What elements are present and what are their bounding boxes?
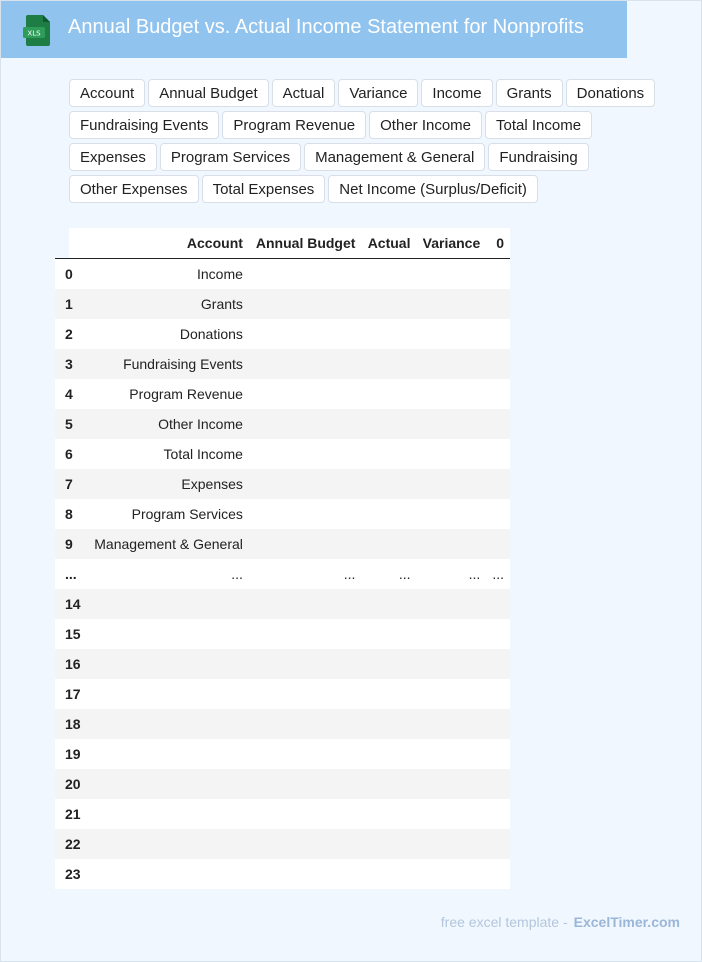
table-cell: Grants bbox=[87, 289, 249, 319]
table-cell: Fundraising Events bbox=[87, 349, 249, 379]
table-cell bbox=[416, 859, 486, 889]
table-cell bbox=[416, 499, 486, 529]
table-row bbox=[55, 259, 510, 290]
keyword-tag[interactable]: Program Revenue bbox=[222, 111, 366, 139]
table-cell bbox=[416, 679, 486, 709]
table-row bbox=[55, 439, 510, 469]
data-table-container[interactable] bbox=[65, 228, 510, 888]
table-cell bbox=[249, 829, 362, 859]
table-cell bbox=[249, 289, 362, 319]
table-cell bbox=[361, 289, 416, 319]
table-cell bbox=[361, 829, 416, 859]
table-cell bbox=[249, 319, 362, 349]
keyword-tag[interactable]: Grants bbox=[496, 79, 563, 107]
row-index-cell: 7 bbox=[55, 469, 87, 499]
table-cell bbox=[249, 379, 362, 409]
table-row bbox=[55, 499, 510, 529]
keyword-tag[interactable]: Fundraising Events bbox=[69, 111, 219, 139]
keyword-tag[interactable]: Fundraising bbox=[488, 143, 588, 171]
table-cell bbox=[249, 799, 362, 829]
table-cell bbox=[87, 799, 249, 829]
column-header-annual-budget: Annual Budget bbox=[249, 228, 362, 259]
table-cell bbox=[249, 709, 362, 739]
table-cell bbox=[486, 409, 510, 439]
table-cell bbox=[361, 499, 416, 529]
table-cell: Donations bbox=[87, 319, 249, 349]
table-cell bbox=[361, 469, 416, 499]
table-cell bbox=[361, 769, 416, 799]
row-index-cell: 20 bbox=[55, 769, 87, 799]
table-cell bbox=[361, 379, 416, 409]
table-cell bbox=[361, 799, 416, 829]
table-cell bbox=[416, 799, 486, 829]
row-index-cell: 19 bbox=[55, 739, 87, 769]
row-index-cell: 21 bbox=[55, 799, 87, 829]
table-cell: ... bbox=[87, 559, 249, 589]
row-index-cell: 17 bbox=[55, 679, 87, 709]
table-cell: Total Income bbox=[87, 439, 249, 469]
table-row bbox=[55, 799, 510, 829]
table-cell bbox=[249, 589, 362, 619]
table-cell bbox=[249, 439, 362, 469]
table-cell: Management & General bbox=[87, 529, 249, 559]
table-cell: ... bbox=[486, 559, 510, 589]
table-cell bbox=[486, 619, 510, 649]
table-row bbox=[55, 679, 510, 709]
table-cell bbox=[486, 379, 510, 409]
keyword-tag[interactable]: Variance bbox=[338, 79, 418, 107]
keyword-tag[interactable]: Other Income bbox=[369, 111, 482, 139]
column-header-variance: Variance bbox=[416, 228, 486, 259]
table-cell bbox=[87, 829, 249, 859]
table-cell bbox=[249, 679, 362, 709]
row-index-cell: 14 bbox=[55, 589, 87, 619]
keyword-tag[interactable]: Program Services bbox=[160, 143, 301, 171]
column-header-0: 0 bbox=[486, 228, 510, 259]
table-cell bbox=[486, 439, 510, 469]
table-cell bbox=[416, 439, 486, 469]
table-row bbox=[55, 379, 510, 409]
table-cell bbox=[361, 649, 416, 679]
table-cell bbox=[486, 859, 510, 889]
table-cell bbox=[87, 859, 249, 889]
table-cell bbox=[416, 739, 486, 769]
table-cell: ... bbox=[416, 559, 486, 589]
table-row bbox=[55, 589, 510, 619]
footer-credit bbox=[441, 914, 680, 930]
table-cell bbox=[249, 739, 362, 769]
table-cell bbox=[416, 349, 486, 379]
table-cell bbox=[361, 409, 416, 439]
table-header-row bbox=[55, 228, 510, 259]
keyword-tag[interactable]: Income bbox=[421, 79, 492, 107]
xls-icon-label: XLS bbox=[27, 29, 41, 38]
table-cell bbox=[486, 679, 510, 709]
table-cell bbox=[249, 529, 362, 559]
row-index-cell: 8 bbox=[55, 499, 87, 529]
table-cell bbox=[416, 379, 486, 409]
row-index-cell: 15 bbox=[55, 619, 87, 649]
table-cell: Expenses bbox=[87, 469, 249, 499]
table-row bbox=[55, 559, 510, 589]
table-row bbox=[55, 469, 510, 499]
keyword-tag[interactable]: Other Expenses bbox=[69, 175, 199, 203]
table-cell bbox=[249, 409, 362, 439]
table-cell bbox=[486, 319, 510, 349]
keyword-tag-list bbox=[69, 79, 679, 203]
table-cell bbox=[361, 679, 416, 709]
column-header-account: Account bbox=[87, 228, 249, 259]
table-cell bbox=[361, 589, 416, 619]
row-index-cell: 18 bbox=[55, 709, 87, 739]
table-cell bbox=[416, 649, 486, 679]
table-cell: ... bbox=[249, 559, 362, 589]
table-cell bbox=[87, 589, 249, 619]
table-cell bbox=[486, 709, 510, 739]
table-cell bbox=[361, 439, 416, 469]
table-cell bbox=[249, 349, 362, 379]
table-row bbox=[55, 829, 510, 859]
table-row bbox=[55, 769, 510, 799]
xls-file-icon bbox=[22, 14, 52, 46]
table-cell bbox=[249, 499, 362, 529]
table-cell bbox=[416, 469, 486, 499]
row-index-cell: 2 bbox=[55, 319, 87, 349]
table-cell bbox=[416, 529, 486, 559]
table-cell bbox=[486, 529, 510, 559]
table-cell bbox=[416, 709, 486, 739]
table-cell: Other Income bbox=[87, 409, 249, 439]
table-cell bbox=[87, 709, 249, 739]
table-cell bbox=[249, 859, 362, 889]
data-table bbox=[55, 228, 510, 889]
keyword-tag[interactable]: Expenses bbox=[69, 143, 157, 171]
table-cell bbox=[486, 649, 510, 679]
table-row bbox=[55, 619, 510, 649]
footer-prefix: free excel template - bbox=[440, 914, 568, 930]
table-cell bbox=[486, 469, 510, 499]
table-cell bbox=[87, 679, 249, 709]
table-cell bbox=[486, 289, 510, 319]
table-cell: ... bbox=[361, 559, 416, 589]
row-index-cell: 0 bbox=[55, 259, 87, 290]
row-index-cell: ... bbox=[55, 559, 87, 589]
header-bar bbox=[1, 1, 627, 58]
table-cell bbox=[361, 529, 416, 559]
row-index-cell: 16 bbox=[55, 649, 87, 679]
table-cell: Income bbox=[87, 259, 249, 290]
table-cell bbox=[416, 619, 486, 649]
keyword-tag[interactable]: Net Income (Surplus/Deficit) bbox=[328, 175, 538, 203]
table-cell bbox=[361, 319, 416, 349]
keyword-tag[interactable]: Management & General bbox=[304, 143, 485, 171]
table-cell bbox=[486, 349, 510, 379]
table-row bbox=[55, 529, 510, 559]
keyword-tag[interactable]: Account bbox=[69, 79, 145, 107]
table-cell bbox=[361, 349, 416, 379]
table-row bbox=[55, 289, 510, 319]
table-cell bbox=[361, 739, 416, 769]
page-title: Annual Budget vs. Actual Income Statement for Nonprofits bbox=[68, 16, 584, 38]
column-header-actual: Actual bbox=[361, 228, 416, 259]
table-cell bbox=[249, 619, 362, 649]
keyword-tag[interactable]: Annual Budget bbox=[148, 79, 268, 107]
keyword-tag[interactable]: Total Income bbox=[485, 111, 592, 139]
table-cell bbox=[486, 589, 510, 619]
keyword-tag[interactable]: Donations bbox=[566, 79, 656, 107]
table-row bbox=[55, 739, 510, 769]
table-row bbox=[55, 349, 510, 379]
table-cell bbox=[249, 769, 362, 799]
table-cell bbox=[416, 769, 486, 799]
row-index-cell: 22 bbox=[55, 829, 87, 859]
table-cell bbox=[249, 649, 362, 679]
table-cell bbox=[416, 319, 486, 349]
table-cell bbox=[416, 259, 486, 290]
table-row bbox=[55, 859, 510, 889]
table-row bbox=[55, 409, 510, 439]
table-cell bbox=[361, 619, 416, 649]
row-index-cell: 23 bbox=[55, 859, 87, 889]
keyword-tag[interactable]: Actual bbox=[272, 79, 336, 107]
table-cell bbox=[361, 859, 416, 889]
table-cell bbox=[416, 289, 486, 319]
table-cell bbox=[486, 739, 510, 769]
keyword-tag[interactable]: Total Expenses bbox=[202, 175, 326, 203]
row-index-cell: 9 bbox=[55, 529, 87, 559]
table-cell bbox=[87, 739, 249, 769]
row-index-cell: 5 bbox=[55, 409, 87, 439]
table-cell: Program Revenue bbox=[87, 379, 249, 409]
row-index-cell: 4 bbox=[55, 379, 87, 409]
table-cell bbox=[87, 769, 249, 799]
table-cell bbox=[416, 409, 486, 439]
table-cell bbox=[486, 259, 510, 290]
table-cell bbox=[361, 259, 416, 290]
table-cell bbox=[249, 469, 362, 499]
table-row bbox=[55, 649, 510, 679]
table-cell: Program Services bbox=[87, 499, 249, 529]
table-cell bbox=[416, 589, 486, 619]
row-index-cell: 6 bbox=[55, 439, 87, 469]
table-row bbox=[55, 709, 510, 739]
row-index-cell: 1 bbox=[55, 289, 87, 319]
table-cell bbox=[87, 649, 249, 679]
footer-brand-link[interactable]: ExcelTimer.com bbox=[573, 914, 680, 930]
table-cell bbox=[486, 769, 510, 799]
table-cell bbox=[486, 829, 510, 859]
row-index-cell: 3 bbox=[55, 349, 87, 379]
table-cell bbox=[87, 619, 249, 649]
table-cell bbox=[249, 259, 362, 290]
table-cell bbox=[416, 829, 486, 859]
column-header-index bbox=[55, 228, 87, 259]
table-cell bbox=[486, 499, 510, 529]
table-cell bbox=[486, 799, 510, 829]
table-cell bbox=[361, 709, 416, 739]
table-row bbox=[55, 319, 510, 349]
